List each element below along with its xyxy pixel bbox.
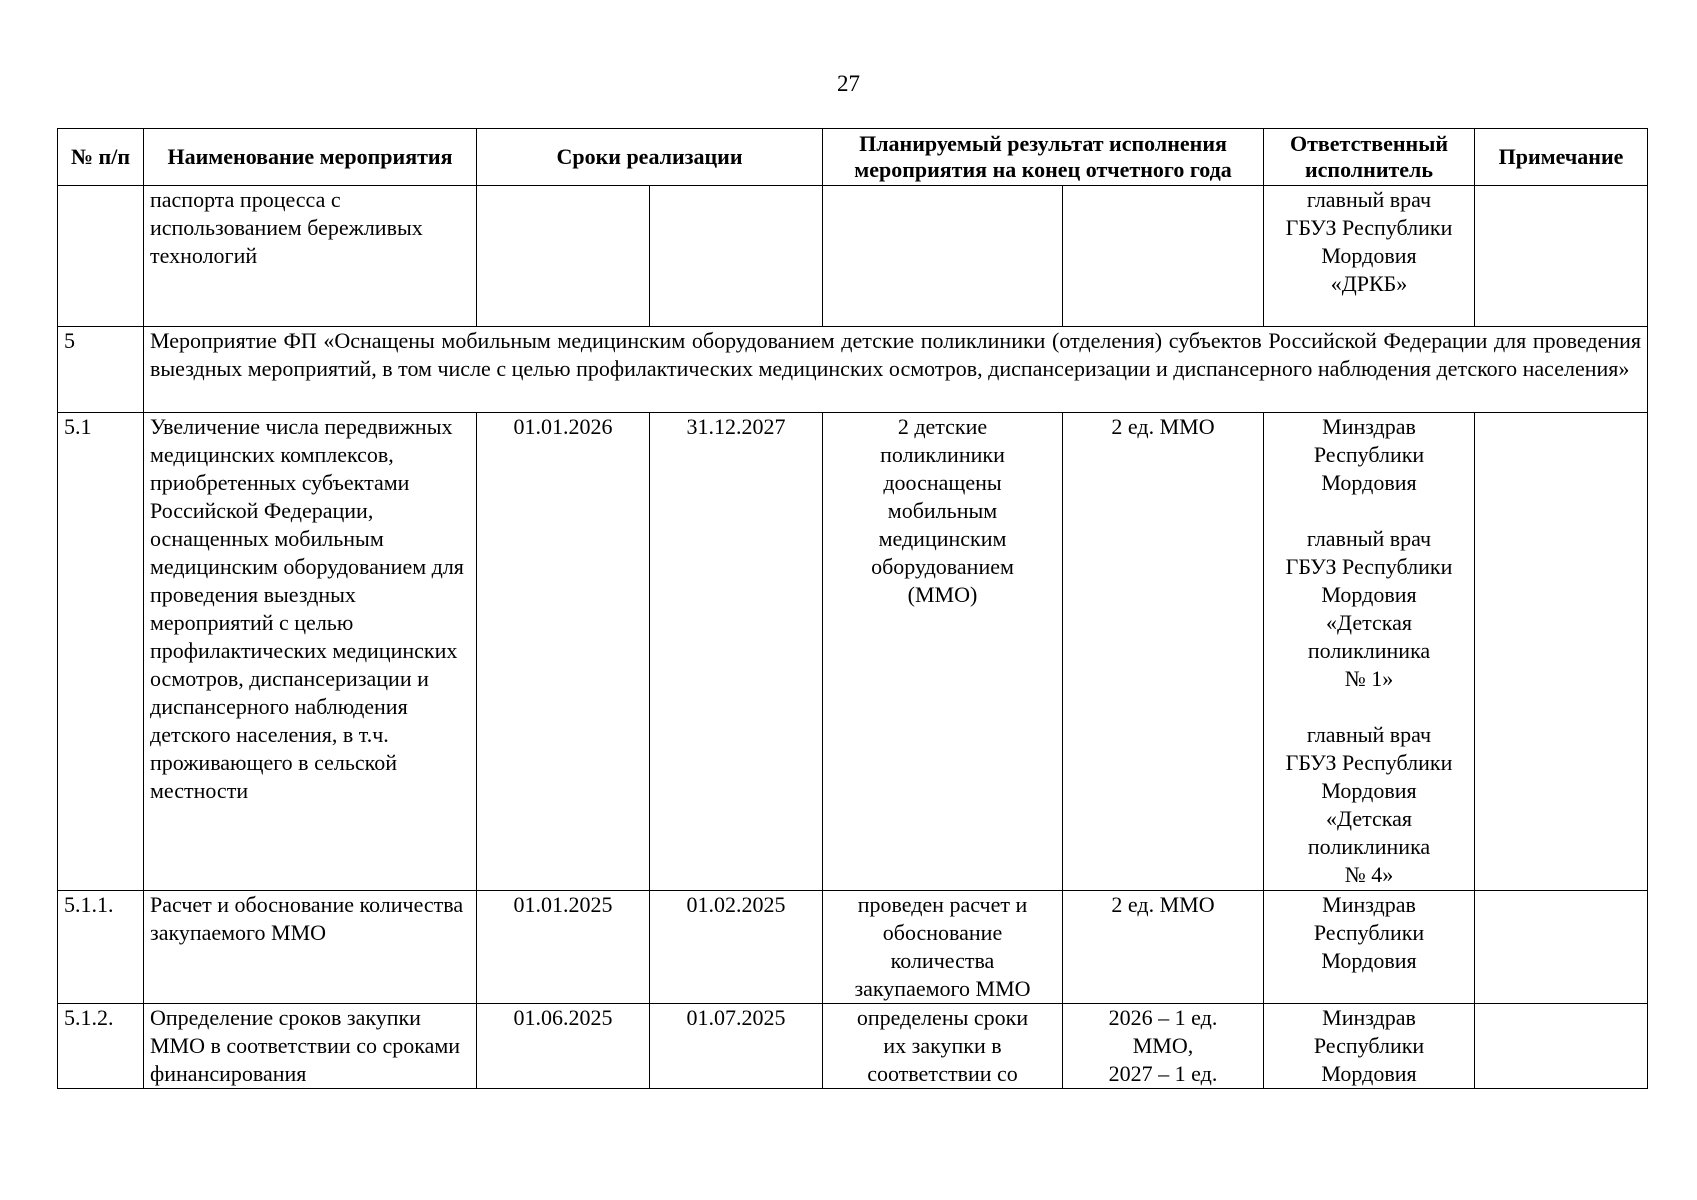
cell-section-title: Мероприятие ФП «Оснащены мобильным медицинским оборудованием детские поликлиники (отделения) субъектов Российской Федерации для проведения выездных мероприятий, в том числе с целью профилактических медицинских осмотров, диспансеризации и диспансерного наблюдения детского населения» (144, 327, 1648, 413)
cell-start: 01.01.2026 (477, 413, 650, 891)
table-row-5 (58, 327, 1648, 413)
cell-responsible: Минздрав Республики Мордовия (1264, 891, 1475, 1004)
cell-num: 5 (58, 327, 144, 413)
cell-note (1475, 186, 1648, 327)
cell-note (1475, 413, 1648, 891)
header-result: Планируемый результат исполнения мероприятия на конец отчетного года (823, 129, 1264, 186)
table-row-continued (58, 186, 1648, 327)
table-row-5-1-2 (58, 1004, 1648, 1089)
cell-value: 2026 – 1 ед. ММО, 2027 – 1 ед. (1063, 1004, 1264, 1089)
cell-name: Увеличение числа передвижных медицинских комплексов, приобретенных субъектами Российской Федерации, оснащенных мобильным медицинским оборудованием для проведения выездных мероприятий с целью профилактических медицинских осмотров, диспансеризации и диспансерного наблюдения детского населения, в т.ч. проживающего в сельской местности (144, 413, 477, 891)
cell-result: определены сроки их закупки в соответствии со (823, 1004, 1063, 1089)
cell-start (477, 186, 650, 327)
cell-num: 5.1.2. (58, 1004, 144, 1089)
cell-end (650, 186, 823, 327)
header-terms: Сроки реализации (477, 129, 823, 186)
cell-value (1063, 186, 1264, 327)
header-name: Наименование мероприятия (144, 129, 477, 186)
cell-result: проведен расчет и обоснование количества закупаемого ММО (823, 891, 1063, 1004)
cell-name: Расчет и обоснование количества закупаемого ММО (144, 891, 477, 1004)
header-responsible: Ответственный исполнитель (1264, 129, 1475, 186)
cell-name: паспорта процесса с использованием бережливых технологий (144, 186, 477, 327)
cell-start: 01.01.2025 (477, 891, 650, 1004)
cell-result (823, 186, 1063, 327)
cell-responsible: главный врач ГБУЗ Республики Мордовия «ДРКБ» (1264, 186, 1475, 327)
cell-value: 2 ед. ММО (1063, 413, 1264, 891)
cell-responsible: Минздрав Республики Мордовия (1264, 1004, 1475, 1089)
table-row-5-1-1 (58, 891, 1648, 1004)
header-note: Примечание (1475, 129, 1648, 186)
header-num: № п/п (58, 129, 144, 186)
table-row-5-1 (58, 413, 1648, 891)
cell-responsible: Минздрав Республики Мордовия главный врач ГБУЗ Республики Мордовия «Детская поликлиника № 1» главный врач ГБУЗ Республики Мордовия «Детская поликлиника № 4» (1264, 413, 1475, 891)
cell-note (1475, 1004, 1648, 1089)
cell-num (58, 186, 144, 327)
cell-result: 2 детские поликлиники дооснащены мобильным медицинским оборудованием (ММО) (823, 413, 1063, 891)
cell-num: 5.1 (58, 413, 144, 891)
cell-name: Определение сроков закупки ММО в соответствии со сроками финансирования (144, 1004, 477, 1089)
cell-num: 5.1.1. (58, 891, 144, 1004)
cell-end: 01.07.2025 (650, 1004, 823, 1089)
table-header-row (58, 129, 1648, 186)
cell-end: 31.12.2027 (650, 413, 823, 891)
page-number: 27 (837, 71, 860, 96)
cell-note (1475, 891, 1648, 1004)
events-table (57, 128, 1648, 1089)
cell-end: 01.02.2025 (650, 891, 823, 1004)
cell-value: 2 ед. ММО (1063, 891, 1264, 1004)
cell-start: 01.06.2025 (477, 1004, 650, 1089)
